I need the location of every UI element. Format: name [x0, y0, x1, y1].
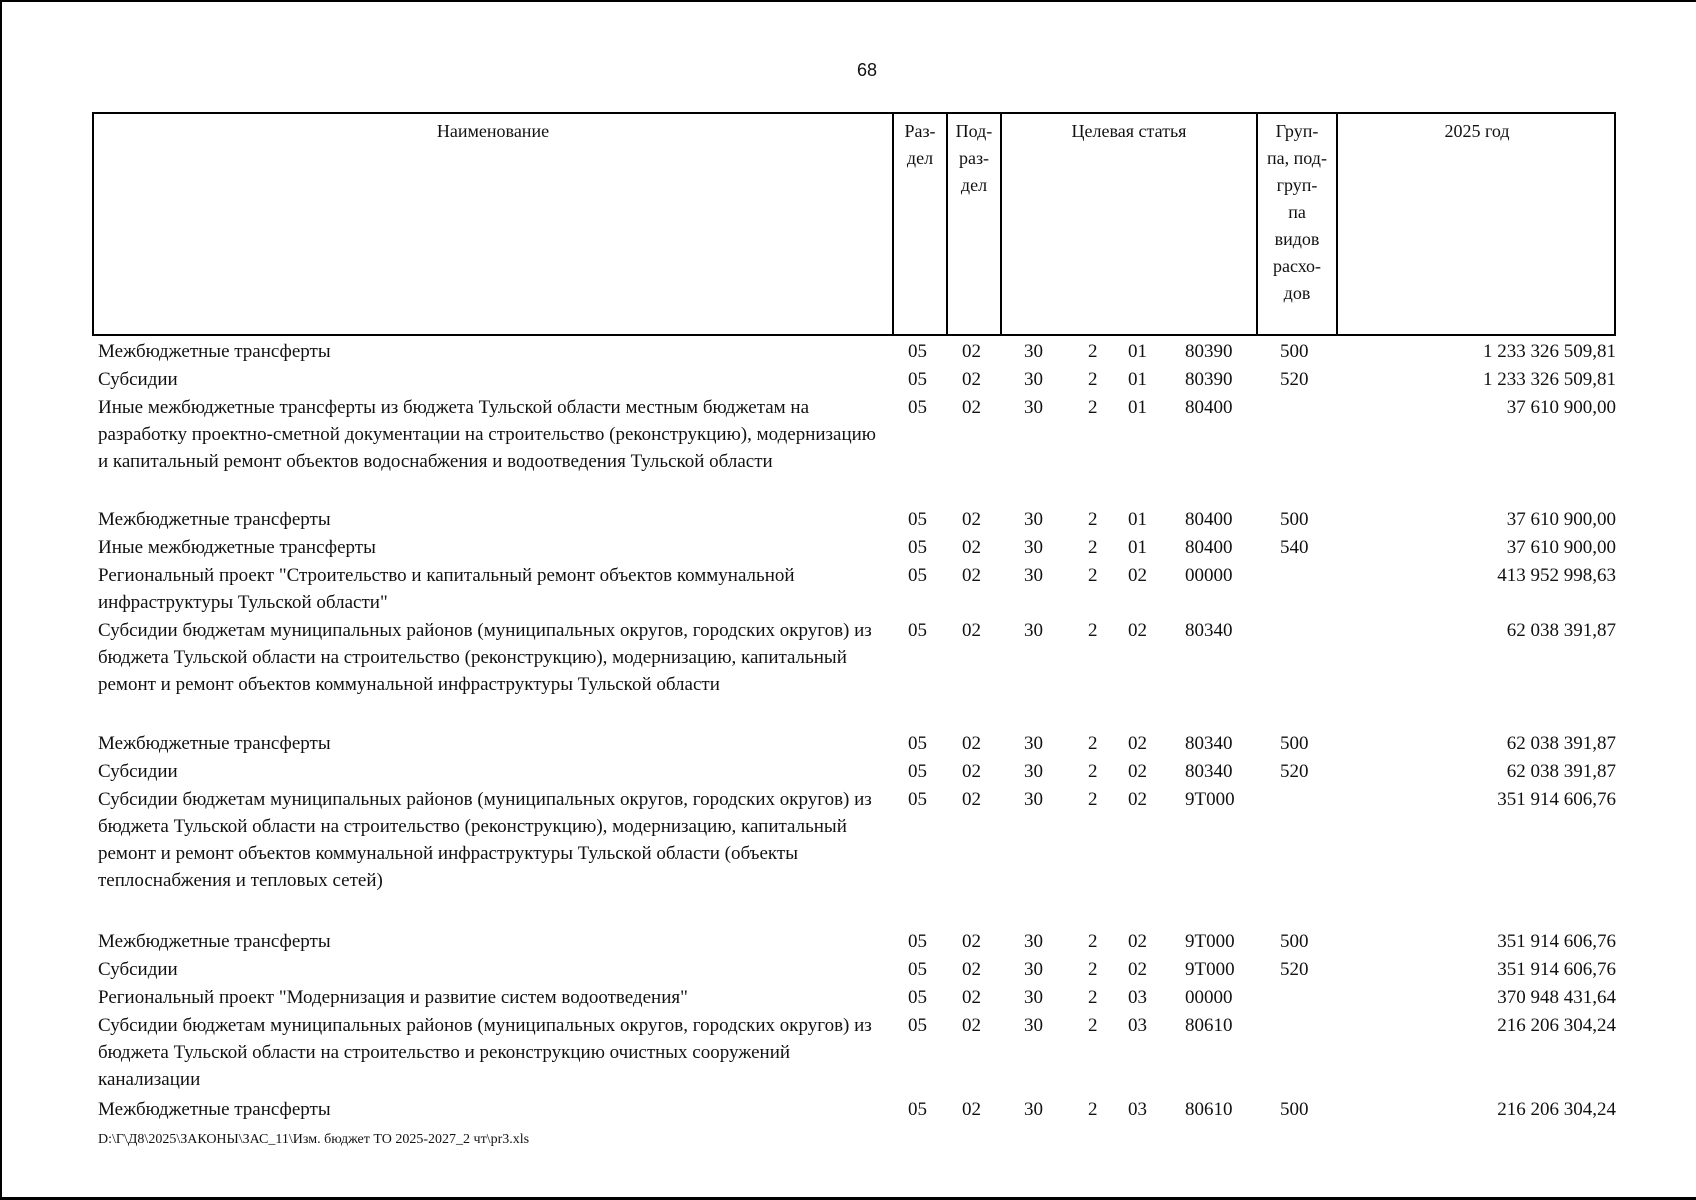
header-divider	[1336, 114, 1338, 336]
row-group: 500	[1280, 1099, 1309, 1120]
header-podrazdel: Под- раз- дел	[955, 121, 993, 195]
row-target-main: 01	[1128, 509, 1147, 530]
row-target-main: 02	[1128, 620, 1147, 641]
row-amount: 351 914 606,76	[1497, 959, 1616, 980]
row-amount: 37 610 900,00	[1506, 537, 1616, 558]
row-target-program: 30	[1024, 397, 1043, 418]
row-amount: 1 233 326 509,81	[1483, 341, 1616, 362]
row-razdel: 05	[908, 397, 927, 418]
row-amount: 1 233 326 509,81	[1483, 369, 1616, 390]
row-target-direction: 80390	[1185, 369, 1233, 390]
row-target-type: 2	[1088, 397, 1098, 418]
page-number: 68	[857, 60, 878, 80]
row-name: Иные межбюджетные трансферты	[98, 537, 376, 558]
row-target-main: 03	[1128, 1015, 1147, 1036]
row-amount: 351 914 606,76	[1497, 931, 1616, 952]
row-target-program: 30	[1024, 733, 1043, 754]
page-border-left	[0, 0, 2, 1200]
row-target-direction: 00000	[1185, 565, 1233, 586]
row-target-program: 30	[1024, 1099, 1043, 1120]
row-amount: 216 206 304,24	[1497, 1015, 1616, 1036]
row-target-main: 01	[1128, 537, 1147, 558]
row-name: Субсидии бюджетам муниципальных районов (муниципальных округов, городских округов) из бюджета Тульской области на строительство (реконструкцию), модернизацию, капитальный ремонт и ремонт объектов коммунальной инфраструктуры Тульской области	[98, 620, 872, 695]
row-target-type: 2	[1088, 761, 1098, 782]
row-target-main: 01	[1128, 369, 1147, 390]
row-razdel: 05	[908, 789, 927, 810]
row-name: Межбюджетные трансферты	[98, 733, 331, 754]
row-target-program: 30	[1024, 1015, 1043, 1036]
row-target-type: 2	[1088, 1015, 1098, 1036]
row-podrazdel: 02	[962, 565, 981, 586]
row-razdel: 05	[908, 1015, 927, 1036]
row-name: Субсидии	[98, 959, 178, 980]
row-target-program: 30	[1024, 509, 1043, 530]
row-amount: 37 610 900,00	[1506, 397, 1616, 418]
row-group: 520	[1280, 369, 1309, 390]
row-target-type: 2	[1088, 733, 1098, 754]
row-group: 540	[1280, 537, 1309, 558]
row-podrazdel: 02	[962, 509, 981, 530]
row-podrazdel: 02	[962, 341, 981, 362]
row-target-main: 03	[1128, 987, 1147, 1008]
row-podrazdel: 02	[962, 1015, 981, 1036]
row-amount: 62 038 391,87	[1506, 761, 1616, 782]
row-target-program: 30	[1024, 565, 1043, 586]
row-target-direction: 9Т000	[1185, 931, 1235, 952]
row-razdel: 05	[908, 733, 927, 754]
row-name: Региональный проект "Строительство и капитальный ремонт объектов коммунальной инфраструктуры Тульской области"	[98, 565, 795, 613]
row-target-program: 30	[1024, 537, 1043, 558]
row-target-type: 2	[1088, 565, 1098, 586]
row-target-type: 2	[1088, 931, 1098, 952]
row-name: Межбюджетные трансферты	[98, 509, 331, 530]
row-target-program: 30	[1024, 761, 1043, 782]
row-group: 520	[1280, 761, 1309, 782]
row-target-main: 02	[1128, 959, 1147, 980]
row-amount: 37 610 900,00	[1506, 509, 1616, 530]
row-podrazdel: 02	[962, 931, 981, 952]
row-name: Субсидии бюджетам муниципальных районов (муниципальных округов, городских округов) из бюджета Тульской области на строительство и реконструкцию очистных сооружений канализации	[98, 1015, 872, 1090]
row-target-direction: 9Т000	[1185, 789, 1235, 810]
header-year: 2025 год	[1444, 121, 1510, 141]
row-target-direction: 80610	[1185, 1015, 1233, 1036]
row-target-main: 02	[1128, 565, 1147, 586]
row-name: Межбюджетные трансферты	[98, 1099, 331, 1120]
file-path-footer: D:\Г\Д8\2025\ЗАКОНЫ\ЗАС_11\Изм. бюджет ТО 2025-2027_2 чт\pr3.xls	[98, 1132, 530, 1147]
row-target-direction: 80340	[1185, 620, 1233, 641]
row-target-type: 2	[1088, 509, 1098, 530]
row-target-main: 02	[1128, 761, 1147, 782]
row-razdel: 05	[908, 1099, 927, 1120]
row-razdel: 05	[908, 341, 927, 362]
row-amount: 370 948 431,64	[1497, 987, 1616, 1008]
row-target-type: 2	[1088, 1099, 1098, 1120]
page-border-top	[0, 0, 1696, 2]
row-podrazdel: 02	[962, 620, 981, 641]
row-name: Межбюджетные трансферты	[98, 341, 331, 362]
row-target-type: 2	[1088, 369, 1098, 390]
row-podrazdel: 02	[962, 733, 981, 754]
row-amount: 216 206 304,24	[1497, 1099, 1616, 1120]
row-razdel: 05	[908, 931, 927, 952]
row-target-direction: 80400	[1185, 537, 1233, 558]
row-podrazdel: 02	[962, 959, 981, 980]
row-target-direction: 00000	[1185, 987, 1233, 1008]
row-razdel: 05	[908, 620, 927, 641]
row-target-type: 2	[1088, 537, 1098, 558]
row-target-type: 2	[1088, 789, 1098, 810]
row-target-direction: 80340	[1185, 761, 1233, 782]
row-podrazdel: 02	[962, 369, 981, 390]
row-razdel: 05	[908, 509, 927, 530]
row-target-main: 03	[1128, 1099, 1147, 1120]
row-amount: 62 038 391,87	[1506, 620, 1616, 641]
row-target-type: 2	[1088, 341, 1098, 362]
row-name: Региональный проект "Модернизация и развитие систем водоотведения"	[98, 987, 688, 1008]
row-target-main: 01	[1128, 397, 1147, 418]
row-target-type: 2	[1088, 620, 1098, 641]
header-razdel: Раз- дел	[904, 121, 936, 168]
row-razdel: 05	[908, 565, 927, 586]
row-podrazdel: 02	[962, 397, 981, 418]
row-target-main: 02	[1128, 733, 1147, 754]
row-target-program: 30	[1024, 987, 1043, 1008]
row-group: 500	[1280, 931, 1309, 952]
row-target-program: 30	[1024, 959, 1043, 980]
row-razdel: 05	[908, 369, 927, 390]
row-name: Субсидии	[98, 369, 178, 390]
row-group: 500	[1280, 509, 1309, 530]
table-header	[92, 112, 1616, 336]
row-target-program: 30	[1024, 369, 1043, 390]
row-target-program: 30	[1024, 931, 1043, 952]
row-target-type: 2	[1088, 959, 1098, 980]
row-target-direction: 80610	[1185, 1099, 1233, 1120]
row-amount: 413 952 998,63	[1497, 565, 1616, 586]
row-target-direction: 9Т000	[1185, 959, 1235, 980]
row-name: Субсидии бюджетам муниципальных районов (муниципальных округов, городских округов) из бюджета Тульской области на строительство (реконструкцию), модернизацию, капитальный ремонт и ремонт объектов коммунальной инфраструктуры Тульской области (объекты теплоснабжения и тепловых сетей)	[98, 789, 872, 891]
row-group: 500	[1280, 341, 1309, 362]
row-razdel: 05	[908, 537, 927, 558]
row-razdel: 05	[908, 959, 927, 980]
row-podrazdel: 02	[962, 987, 981, 1008]
row-podrazdel: 02	[962, 537, 981, 558]
row-target-direction: 80390	[1185, 341, 1233, 362]
row-name: Иные межбюджетные трансферты из бюджета Тульской области местным бюджетам на разработку проектно-сметной документации на строительство (реконструкцию), модернизацию и капитальный ремонт объектов водоснабжения и водоотведения Тульской области	[98, 397, 876, 472]
row-target-main: 02	[1128, 931, 1147, 952]
row-target-program: 30	[1024, 789, 1043, 810]
row-target-direction: 80400	[1185, 397, 1233, 418]
row-target-type: 2	[1088, 987, 1098, 1008]
row-group: 500	[1280, 733, 1309, 754]
header-divider	[1000, 114, 1002, 336]
row-amount: 62 038 391,87	[1506, 733, 1616, 754]
row-group: 520	[1280, 959, 1309, 980]
row-razdel: 05	[908, 987, 927, 1008]
row-name: Субсидии	[98, 761, 178, 782]
row-podrazdel: 02	[962, 761, 981, 782]
row-razdel: 05	[908, 761, 927, 782]
row-target-main: 02	[1128, 789, 1147, 810]
row-podrazdel: 02	[962, 789, 981, 810]
header-group: Груп- па, под- груп- па видов расхо- дов	[1267, 121, 1327, 303]
row-amount: 351 914 606,76	[1497, 789, 1616, 810]
row-target-program: 30	[1024, 341, 1043, 362]
row-target-main: 01	[1128, 341, 1147, 362]
row-target-program: 30	[1024, 620, 1043, 641]
row-target-direction: 80340	[1185, 733, 1233, 754]
row-name: Межбюджетные трансферты	[98, 931, 331, 952]
header-target-article: Целевая статья	[1071, 121, 1187, 141]
row-target-direction: 80400	[1185, 509, 1233, 530]
header-name: Наименование	[436, 121, 550, 141]
row-podrazdel: 02	[962, 1099, 981, 1120]
